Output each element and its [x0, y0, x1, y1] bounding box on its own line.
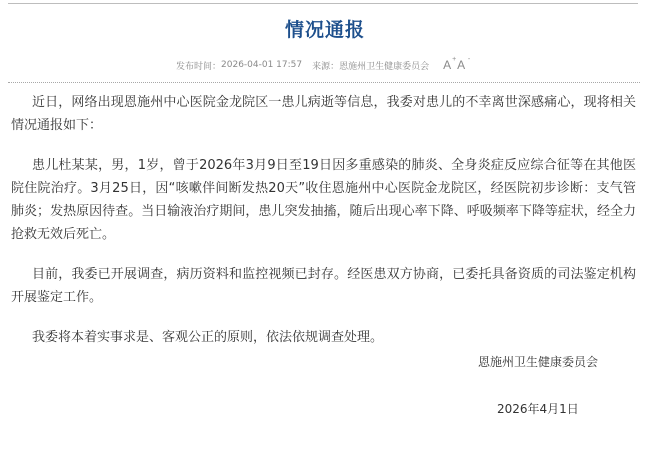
paragraph-conclusion: 我委将本着实事求是、客观公正的原则，依法依规调查处理。 — [32, 330, 384, 345]
signature-org: 恩施州卫生健康委员会 — [478, 355, 599, 369]
font-increase-button[interactable]: A + — [443, 56, 457, 72]
font-decrease-button[interactable]: A - — [457, 56, 471, 72]
meta-divider — [8, 82, 640, 83]
article-body — [11, 91, 636, 366]
signature-date: 2026年4月1日 — [497, 402, 579, 416]
paragraph-investigation: 目前，我委已开展调查，病历资料和监控视频已封存。经医患双方协商，已委托具备资质的司法鉴定机构开展鉴定工作。 — [11, 267, 636, 305]
publish-time: 2026-04-01 17:57 — [221, 60, 303, 70]
top-divider — [8, 3, 638, 4]
font-decrease-icon: A — [457, 58, 466, 72]
publish-time-label: 发布时间： — [176, 61, 222, 72]
paragraph-case-details: 患儿杜某某，男，1岁，曾于2026年3月9日至19日因多重感染的肺炎、全身炎症反应综合征等在其他医院住院治疗。3月25日，因“咳嗽伴间断发热20天”收住恩施州中心医院金龙院区，经医院初步诊断：支气管肺炎；发热原因待查。当日输液治疗期间，患儿突发抽搐，随后出现心率下降、呼吸频率下降等症状，经全力抢救无效后死亡。 — [11, 158, 636, 242]
article-meta — [176, 56, 471, 72]
source-link[interactable]: 恩施州卫生健康委员会 — [339, 61, 430, 72]
page-title: 情况通报 — [284, 19, 365, 41]
source-label: 来源： — [312, 61, 340, 72]
paragraph-intro: 近日，网络出现恩施州中心医院金龙院区一患儿病逝等信息，我委对患儿的不幸离世深感痛心，现将相关情况通报如下： — [11, 95, 636, 133]
font-increase-icon: A — [443, 58, 452, 72]
